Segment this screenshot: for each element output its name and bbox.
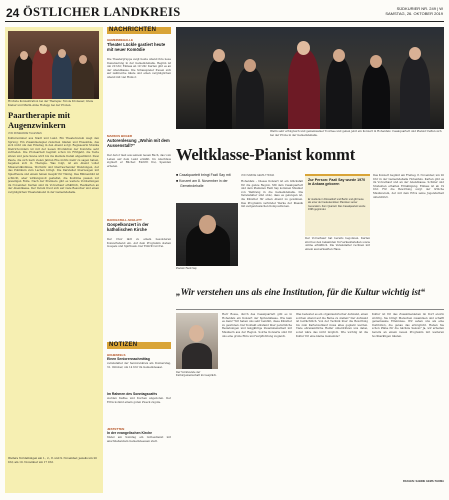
bullet-item: ■ Konzert am 8. November in der Gemeindehalle (176, 179, 228, 188)
main-photo (176, 27, 444, 129)
notice-title: Im Rahmen des Sonntagscafés (107, 392, 158, 396)
header-rule (5, 21, 444, 22)
news-body: Der Chor lädt zu einem besonderen Konzertabend ein. Auf dem Programm stehen Gospels und Spirituals. Der Eintritt ist frei. (107, 238, 171, 249)
interview-col1: Herr Bosse, durch das Casalquartett gibt es in Hohenfels ein Konzert der Spitzenklasse. Wie kam es dazu? Wir haben uns sehr bemüht, diese Künstler zu gewinnen. Der Kontakt entstand über persönliche Beziehungen und langjährige Zusammenarbeit mit Musikern aus der Region. Solche Konzerte sind für uns eine große Ehre und Verpflichtung zugleich. (222, 313, 292, 338)
quote-rule (176, 309, 444, 310)
notice-body: werden Kaffee und Kuchen angeboten. Der Erlös kommt einem guten Zweck zugute. (107, 397, 171, 404)
interviewer-credit: FRAGEN: SABINE GEMS-THOMA (402, 480, 444, 483)
publication-info (385, 6, 443, 16)
pianist-caption: Pianist Fazil Say (176, 267, 197, 270)
news-section-bar (107, 27, 171, 34)
main-author: VON SABINE GEMS-THOMA (241, 174, 275, 177)
news-kicker: MARKUS BOGER (107, 134, 133, 138)
news-kicker: RADOLFZELL-SCHLATT (107, 218, 142, 222)
main-body-col2: Der Vorverkauf hat bereits begonnen. Karten sind bei den bekannten Vorverkaufsstellen sowie online erhältlich. Die Veranstalter rechnen mit einem ausverkauften Haus. (305, 237, 370, 251)
news-body: Der Autor liest aus seinem neuen Buch, das vom Leben auf dem Land erzählt. Im Anschluss signiert er Bücher. Eintritt frei, Spenden erbeten. (107, 154, 171, 168)
news-title: Theater Lückle gastiert heute mit neuer Komödie (107, 42, 166, 52)
publication-name: SÜDKURIER NR. 249 | W (396, 6, 443, 11)
bullet-item: ■ Casalquartett bringt Fazil Say mit (176, 173, 231, 177)
section-title: ÖSTLICHER LANDKREIS (23, 5, 181, 19)
feature-info: Weitere Vorstellungen am 1., 2., 8. und 9. November, jeweils um 20 Uhr, am 10. November um 17 Uhr. (8, 457, 97, 464)
notice-title: In der evangelischen Kirche (107, 431, 153, 435)
notices-section-bar (107, 342, 171, 349)
notices-section-label: NOTIZEN (109, 341, 138, 348)
news-section-label: NACHRICHTEN (109, 26, 157, 33)
feature-photo-caption: Höchste Konzentration bei der Therapie: Nicole Kronauer, Grete Kieber und Marin-Anne Hodapp bei der Proben. (8, 100, 94, 107)
interviewee-portrait (176, 313, 218, 369)
headline-bullets (176, 173, 238, 190)
news-body: Die Theatergruppe zeigt heute Abend ihre neue Inszenierung in der Gemeindehalle. Beginn ist um 20 Uhr, Einlass ab 19 Uhr. Karten gibt es an der Abendkasse. Die Schauspieler freuen sich auf zahlreiche Gäste und einen vergnüglichen Abend mit viel Humor. (107, 58, 171, 79)
portrait-caption: Der Vorsitzende der Kulturgemeinschaft im Gespräch. (176, 371, 217, 378)
main-headline: Weltklasse-Pianist kommt (176, 145, 355, 164)
main-body-col1: Hohenfels – Dieses Konzert ist ein Glücksfall für die ganze Region. Mit dem Casalquartett und dem Pianisten Fazil Say kommen Musiker von Weltrang in die Gemeindehalle. Die Veranstalter sind stolz, dass es gelungen ist, die Künstler für einen Abend zu gewinnen. Das Programm verbindet Werke der Klassik mit zeitgenössischen Kompositionen. (241, 180, 303, 209)
feature-body: Kultursommer aus Stadt und Land. Ein Theaterverein wagt den Sprung: Ein Zusammenspiel zwischen Gästen und Ensemble, das sich nicht um den Einstieg in den Abend sorgt. Regisseurin Monika Dietrich-Lüders ist mit der neuen Produktion der Komödie sehr zufrieden. Die Probearbeit beginnt schon im Frühjahr, die Texte sitzen und jede Szene wird bis ins kleinste Detail abgestimmt. Zwei Paare, die sich nach vielen Jahren Ehe nichts mehr zu sagen haben, begeben sich in Therapie. Was folgt, ist ein Abend voller Missverständnisse, Wortwitz und überraschender Wendungen, der das Publikum zum Lachen bringt. Die Darsteller überzeugen mit Spielfreude und einem feinen Gespür für Timing. Das Bühnenbild ist schlicht, aber wirkungsvoll gestaltet, die Kostüme passen zur jeweiligen Rolle. Nach der Premiere gibt es weitere Vorstellungen im November. Karten sind im Vorverkauf erhältlich, Restkarten an der Abendkasse. Der Verein freut sich auf viele Besucher und einen vergnüglichen Theaterabend in der Gemeindehalle. (8, 137, 99, 194)
notice-kicker: HOHENFELS (107, 353, 126, 357)
interview-col3: Kultur ist für das Zusammenleben im Dorf enorm wichtig. Sie bringt Menschen zusammen und schafft gemeinsame Erlebnisse. Wir sehen uns als eine Institution, die genau das ermöglicht. Haben Sie schon Pläne für die nächste Saison? Ja, wir arbeiten bereits an einem neuen Programm mit weiteren hochkarätigen Gästen. (372, 313, 444, 338)
fact-box (305, 174, 370, 236)
news-kicker: GEMEINDEHALLE (107, 38, 134, 42)
interview-quote-headline: „Wir verstehen uns als eine Institution, für die Kultur wichtig ist“ (176, 287, 426, 297)
notice-title: Einen Seniorennachmittag (107, 357, 150, 361)
feature-photo (8, 31, 99, 99)
news-title: Autorenlesung „Wohin mit dem Aussenstall?“ (107, 138, 170, 148)
page-number: 24 (6, 6, 20, 20)
notice-body: veranstaltet der Seniorenkreis am Donnerstag, 31. Oktober, um 14 Uhr im Gemeindesaal. (107, 362, 171, 369)
notice-body: findet am Sonntag ein Gottesdienst mit anschließendem Gemeindeessen statt. (107, 436, 171, 443)
main-photo-caption: Warm sehr erfolgreich und gemeinsamer Tournee und geben jetzt ein Konzert in Hohenfels: Casalquartett und Pianist treffen sich bei der Probe in der Gemeindehalle. (270, 130, 442, 137)
feature-title: Paartherapie mit Augenzwinkern (8, 110, 71, 130)
interview-col2: Was bedeutet es ein organisatorischer Aufwand, einen solchen Abend auf die Beine zu stellen? Der Aufwand ist beträchtlich. Von der Technik über die Bewirtung bis zum Kartenverkauf muss alles geplant werden. Viele ehrenamtliche Helfer unterstützen uns dabei, sonst wäre das nicht möglich. Wie wichtig ist die Kultur für eine kleine Gemeinde? (296, 313, 368, 338)
notice-kicker: JESTETTEN (107, 427, 125, 431)
main-body-col3: Das Konzert beginnt am Freitag, 8. November, um 20 Uhr in der Gemeindehalle Hohenfels. Karten gibt es im Vorverkauf und an der Abendkasse. Schüler und Studenten erhalten Ermäßigung. Einlass ist ab 19 Uhr. Für die Bewirtung sorgt der örtliche Musikverein, der mit dem Erlös seine Jugendarbeit unterstützt. (373, 174, 444, 199)
pianist-photo (176, 203, 238, 266)
news-title: Gospelkonzert in der katholischen Kirche (107, 222, 149, 232)
feature-author: VON ROSEMARIE TILLESSEN (8, 132, 42, 135)
publication-date: SAMSTAG, 26. OKTOBER 2019 (385, 11, 443, 16)
fact-box-title: Zur Person: Fazil Say wurde 1970 in Ankara geboren (308, 178, 366, 187)
fact-box-body: Er studierte in Düsseldorf und Berlin und gilt heute als einer der bedeutendsten Pianisten seiner Generation. Zum Quartett: Das Casalquartett wurde 1996 gegründet. (308, 198, 366, 212)
